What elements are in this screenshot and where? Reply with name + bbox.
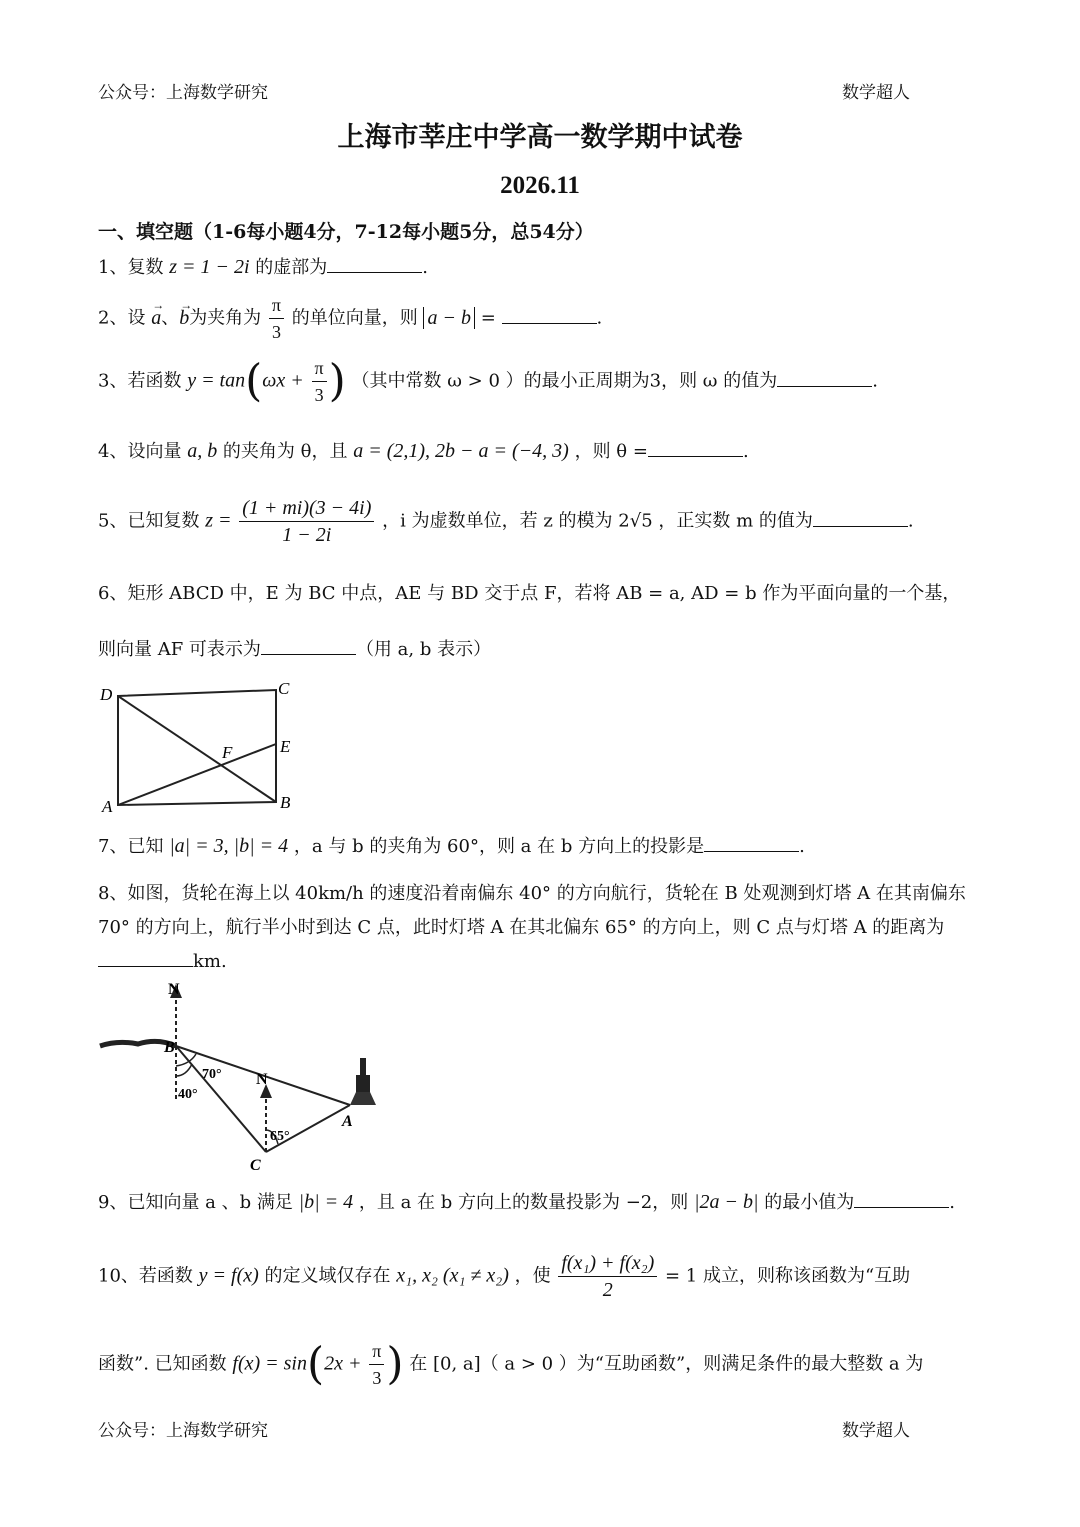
q2-fraction: $\frac{\pi}{3}$ — [269, 292, 284, 345]
q5-fraction: $\frac{(1 + mi)(3 - 4i)}{1 - 2i}$ — [239, 495, 374, 548]
label-f: F — [222, 743, 233, 762]
answer-blank[interactable] — [854, 1189, 949, 1208]
question-10-line1 — [98, 1250, 984, 1303]
q6-text-post: （用 a, b 表示） — [355, 639, 492, 660]
exam-date: 2026.11 — [500, 172, 580, 199]
q5-text-post: ，i 为虚数单位，若 z 的模为 2√5 ，正实数 m 的值为 — [382, 510, 813, 532]
footer-right: 数学超人 — [842, 1421, 910, 1441]
answer-blank[interactable] — [98, 948, 193, 967]
question-8-line3 — [98, 948, 984, 976]
q4-text: 4、设向量 — [98, 441, 182, 462]
q3-inner: ωx + — [262, 369, 304, 392]
q10-text-mid: 的定义域仅存在 — [264, 1265, 391, 1287]
header-right: 数学超人 — [842, 83, 910, 103]
q5-text: 5、已知复数 — [98, 510, 200, 532]
label-c: C — [250, 1157, 261, 1174]
q10-text-mid2: ，使 — [514, 1265, 551, 1287]
header-left: 公众号：上海数学研究 — [98, 83, 268, 103]
question-2: 2、设 → a、→ b为夹角为 $\frac{\pi}{3}$ 的单位向量，则 a − b = . — [98, 292, 984, 345]
q4-expr: a = (2,1), 2b − a = (−4, 3) — [353, 440, 569, 462]
q10b-expr: f(x) = sin — [232, 1352, 307, 1375]
q10-text-post: = 1 成立，则称该函数为“互助 — [665, 1265, 911, 1287]
navigation-figure — [98, 980, 398, 1175]
answer-blank[interactable] — [813, 508, 908, 527]
question-3: 3、若函数 y = tan(ωx + $\frac{\pi}{3}$ ) （其中常数 ω > 0 ）的最小正周期为3，则 ω 的值为 . — [98, 355, 878, 407]
question-5: 5、已知复数 z = $\frac{(1 + mi)(3 - 4i)}{1 - 2i}$ ，i 为虚数单位，若 z 的模为 2√5 ，正实数 m 的值为 . — [98, 497, 914, 546]
q3-text-post: （其中常数 ω > 0 ）的最小正周期为3，则 ω 的值为 — [351, 370, 778, 392]
q6-text: 则向量 AF 可表示为 — [98, 639, 261, 660]
q1-text: 1、复数 — [98, 257, 164, 278]
north-label-2: N — [256, 1071, 268, 1088]
north-label-1: N — [168, 981, 180, 998]
label-b: B — [280, 793, 291, 812]
label-a: A — [342, 1113, 353, 1130]
q9-expr2: |2a − b| — [693, 1191, 759, 1213]
footer-left: 公众号：上海数学研究 — [98, 1421, 268, 1441]
q8-unit: km. — [193, 951, 227, 972]
angle-65: 65° — [270, 1129, 290, 1144]
q4-vars: a, b — [187, 440, 218, 462]
q10b-fraction: $\frac{\pi}{3}$ — [369, 1338, 384, 1391]
rectangle-figure — [98, 680, 328, 815]
question-10-line2: 函数”. 已知函数 f(x) = sin(2x + $\frac{\pi}{3}$ ) 在 [0, a]（ a > 0 ）为“互助函数”，则满足条件的最大整数 a 为 — [98, 1338, 924, 1390]
q9-text-mid: ，且 a 在 b 方向上的数量投影为 −2，则 — [358, 1192, 689, 1213]
q9-text-post: 的最小值为 — [764, 1192, 855, 1213]
q1-text-post: 的虚部为 — [255, 257, 328, 278]
q9-expr: |b| = 4 — [298, 1191, 354, 1213]
label-c: C — [278, 680, 290, 698]
answer-blank[interactable] — [502, 305, 597, 324]
q3-text: 3、若函数 — [98, 370, 182, 392]
q7-text: 7、已知 — [98, 836, 164, 857]
q7-text-mid: ，a 与 b 的夹角为 60°，则 a 在 b 方向上的投影是 — [293, 836, 705, 857]
label-d: D — [100, 685, 113, 704]
label-a: A — [102, 797, 113, 815]
q2-eq: = — [480, 307, 496, 329]
question-8-line2: 70° 的方向上，航行半小时到达 C 点，此时灯塔 A 在其北偏东 65° 的方向上，则 C 点与灯塔 A 的距离为 — [98, 917, 945, 938]
label-e: E — [280, 737, 291, 756]
q10-text: 10、若函数 — [98, 1265, 193, 1287]
q1-expr: z = 1 − 2i — [169, 256, 250, 278]
q10b-text: 函数”. 已知函数 — [98, 1353, 227, 1375]
answer-blank[interactable] — [704, 833, 799, 852]
q4-text-post: ，则 θ = — [574, 441, 648, 462]
question-1: 1、复数 z = 1 − 2i 的虚部为 . — [98, 256, 428, 278]
q3-fraction: $\frac{\pi}{3}$ — [312, 355, 327, 408]
answer-blank[interactable] — [648, 438, 743, 457]
answer-blank[interactable] — [261, 636, 356, 655]
q2-text-mid: 为夹角为 — [189, 307, 262, 329]
question-9: 9、已知向量 a 、b 满足 |b| = 4 ，且 a 在 b 方向上的数量投影为 −2，则 |2a − b| 的最小值为 . — [98, 1191, 955, 1213]
question-4: 4、设向量 a, b 的夹角为 θ，且 a = (2,1), 2b − a = (−4, 3) ，则 θ = . — [98, 440, 749, 462]
page-title: 上海市莘庄中学高一数学期中试卷 — [337, 122, 743, 153]
q2-expr: a − b — [423, 307, 475, 329]
answer-blank[interactable] — [327, 254, 422, 273]
q10b-text-mid: 在 [0, a]（ a > 0 ）为“互助函数”，则满足条件的最大整数 a 为 — [409, 1353, 924, 1375]
section-heading: 一、填空题（1-6每小题4分，7-12每小题5分，总54分） — [98, 221, 594, 243]
q2-text: 2、设 — [98, 307, 146, 329]
q2-sep: 、 — [161, 307, 180, 329]
label-b: B — [164, 1039, 175, 1056]
q10-expr: y = f(x) — [198, 1264, 259, 1287]
q3-expr: y = tan — [187, 369, 246, 392]
question-6-line1: 6、矩形 ABCD 中，E 为 BC 中点，AE 与 BD 交于点 F，若将 AB = a, AD = b 作为平面向量的一个基， — [98, 583, 961, 604]
question-8-line1: 8、如图，货轮在海上以 40km/h 的速度沿着南偏东 40° 的方向航行，货轮在 B 处观测到灯塔 A 在其南偏东 — [98, 883, 966, 904]
angle-40: 40° — [178, 1087, 198, 1102]
answer-blank[interactable] — [777, 368, 872, 387]
question-6-line2 — [98, 636, 984, 664]
q7-expr: |a| = 3, |b| = 4 — [169, 835, 289, 857]
q4-text-mid: 的夹角为 θ，且 — [222, 441, 348, 462]
q5-lhs: z = — [205, 509, 232, 532]
q10-fraction: $\frac{\text{f(x₁) + f(x₂)}}{2}$ — [558, 1250, 657, 1303]
question-7: 7、已知 |a| = 3, |b| = 4 ，a 与 b 的夹角为 60°，则 a 在 b 方向上的投影是 . — [98, 835, 805, 857]
angle-70: 70° — [202, 1067, 222, 1082]
q10b-inner: 2x + — [324, 1352, 362, 1375]
q10-vars: x₁, x₂ (x₁ ≠ x₂) — [396, 1264, 509, 1287]
q2-text-post: 的单位向量，则 — [291, 307, 418, 329]
q9-text: 9、已知向量 a 、b 满足 — [98, 1192, 293, 1213]
